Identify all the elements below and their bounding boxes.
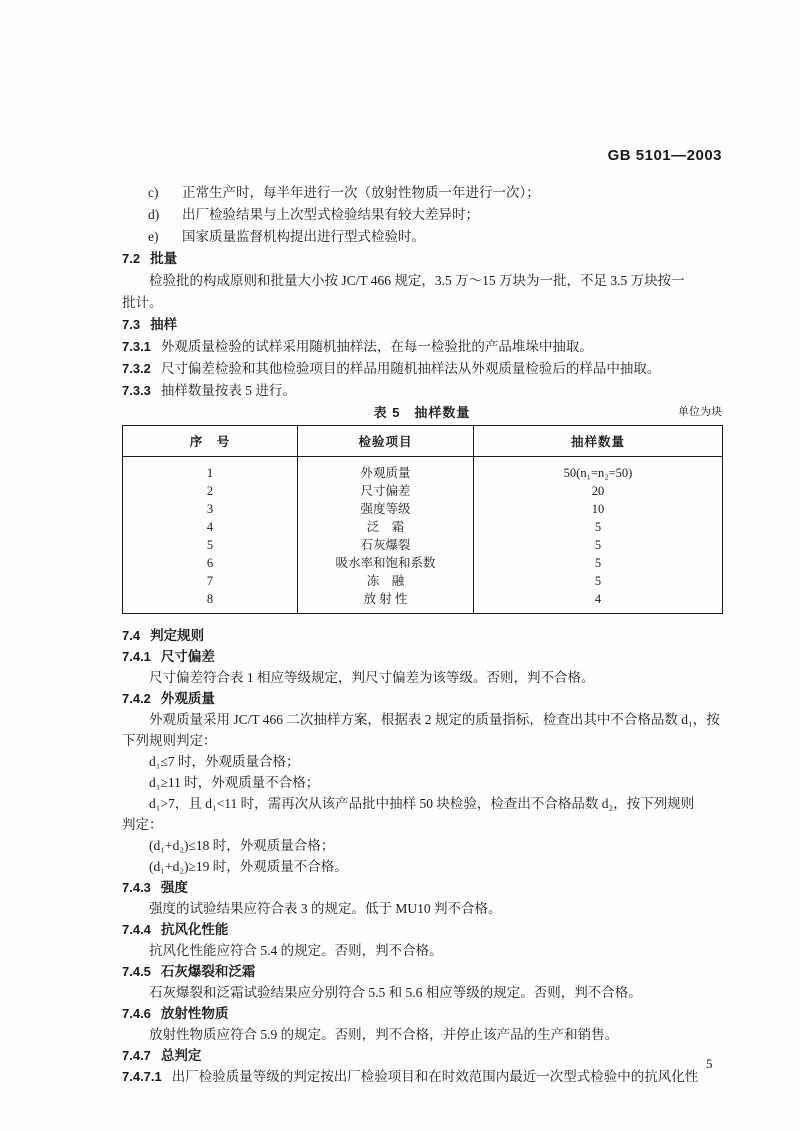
cell-item: 石灰爆裂 [298, 536, 474, 554]
cell-item: 尺寸偏差 [298, 482, 474, 500]
clause-number: 7.3.1 [122, 339, 151, 354]
clause-title: 批量 [150, 251, 178, 266]
clause-number: 7.2 [122, 251, 141, 266]
cell-seq: 1 [123, 457, 298, 483]
clause-text: 抽样数量按表 5 进行。 [160, 383, 296, 398]
clause-7-3-3 [122, 380, 722, 402]
clause-number: 7.4.3 [122, 880, 151, 895]
clause-7-4-7-1 [122, 1066, 722, 1087]
clause-number: 7.3 [122, 317, 141, 332]
list-item-c [122, 182, 722, 204]
table-5 [122, 425, 723, 614]
clause-7-3-2 [122, 358, 722, 380]
table-5-unit-note: 单位为块 [678, 406, 722, 418]
list-item-label: e) [148, 229, 159, 244]
clause-7-2-heading [122, 248, 722, 270]
clause-7-4-heading [122, 625, 722, 646]
clause-7-4-6-text: 放射性物质应符合 5.9 的规定。否则，判不合格，并停止该产品的生产和销售。 [149, 1027, 619, 1042]
cell-qty: 20 [474, 482, 723, 500]
list-item-text: 国家质量监督机构提出进行型式检验时。 [182, 229, 425, 244]
table-header-row [123, 426, 723, 457]
cell-seq: 8 [123, 590, 298, 614]
clause-number: 7.4.7.1 [122, 1069, 162, 1084]
page-number: 5 [706, 1056, 713, 1071]
clause-7-4-3-text: 强度的试验结果应符合表 3 的规定。低于 MU10 判不合格。 [149, 901, 502, 916]
clause-7-4-3-heading [122, 877, 722, 898]
rule-line-wrap: 判定： [122, 817, 163, 832]
table-row [123, 590, 723, 614]
page-content [122, 146, 722, 1087]
clause-number: 7.4.6 [122, 1006, 151, 1021]
cell-qty: 5 [474, 554, 723, 572]
table-row [123, 457, 723, 483]
rule-line: (d₁+d₂)≤18 时，外观质量合格； [149, 838, 335, 853]
clause-number: 7.4.2 [122, 691, 151, 706]
clause-7-4-2-paragraph-line-2: 下列规则判定： [122, 733, 217, 748]
list-item-text: 出厂检验结果与上次型式检验结果有较大差异时； [182, 207, 479, 222]
lower-text-block [122, 625, 722, 1087]
clause-7-4-2-heading [122, 688, 722, 709]
table-5-caption-row [122, 404, 722, 422]
clause-text: 尺寸偏差检验和其他检验项目的样品用随机抽样法从外观质量检验后的样品中抽取。 [160, 361, 661, 376]
cell-item: 吸水率和饱和系数 [298, 554, 474, 572]
cell-seq: 5 [123, 536, 298, 554]
table-header-item: 检验项目 [298, 426, 474, 457]
clause-7-4-1-heading [122, 646, 722, 667]
rule-line: (d₁+d₂)≥19 时，外观质量不合格。 [149, 859, 348, 874]
clause-7-4-7-heading [122, 1045, 722, 1066]
clause-number: 7.4.5 [122, 964, 151, 979]
cell-seq: 2 [123, 482, 298, 500]
table-row [123, 536, 723, 554]
rule-line: d₁>7，且 d₁<11 时，需再次从该产品批中抽样 50 块检验，检查出不合格品数 d₂，按下列规则 [149, 796, 695, 811]
table-row [123, 554, 723, 572]
rule-line: d₁≤7 时，外观质量合格； [149, 754, 300, 769]
clause-7-4-6-heading [122, 1003, 722, 1024]
clause-7-4-4-text: 抗风化性能应符合 5.4 的规定。否则，判不合格。 [149, 943, 443, 958]
clause-title: 强度 [160, 880, 188, 895]
table-header-qty: 抽样数量 [474, 426, 723, 457]
clause-7-4-5-text: 石灰爆裂和泛霜试验结果应分别符合 5.5 和 5.6 相应等级的规定。否则，判不合格。 [149, 985, 642, 1000]
cell-seq: 3 [123, 500, 298, 518]
table-5-caption: 表 5 抽样数量 [373, 405, 471, 420]
clause-7-4-5-heading [122, 961, 722, 982]
list-item-label: c) [148, 185, 159, 200]
list-item-text: 正常生产时，每半年进行一次（放射性物质一年进行一次）； [182, 185, 540, 200]
cell-seq: 6 [123, 554, 298, 572]
table-row [123, 482, 723, 500]
cell-qty: 5 [474, 536, 723, 554]
list-item-label: d) [148, 207, 160, 222]
clause-title: 外观质量 [160, 691, 215, 706]
clause-7-4-4-heading [122, 919, 722, 940]
clause-7-4-1-text: 尺寸偏差符合表 1 相应等级规定，判尺寸偏差为该等级。否则，判不合格。 [149, 670, 595, 685]
cell-qty: 10 [474, 500, 723, 518]
cell-item: 冻 融 [298, 572, 474, 590]
clause-7-2-paragraph-line-2: 批计。 [122, 295, 163, 310]
cell-item: 外观质量 [298, 457, 474, 483]
clause-title: 石灰爆裂和泛霜 [160, 964, 256, 979]
clause-text: 外观质量检验的试样采用随机抽样法，在每一检验批的产品堆垛中抽取。 [160, 339, 593, 354]
clause-number: 7.4.1 [122, 649, 151, 664]
clause-title: 放射性物质 [160, 1006, 229, 1021]
table-row [123, 500, 723, 518]
table-row [123, 518, 723, 536]
clause-number: 7.4.4 [122, 922, 151, 937]
clause-number: 7.4.7 [122, 1048, 151, 1063]
cell-item: 放 射 性 [298, 590, 474, 614]
cell-item: 强度等级 [298, 500, 474, 518]
clause-title: 判定规则 [150, 628, 205, 643]
cell-item: 泛 霜 [298, 518, 474, 536]
upper-text-block [122, 182, 722, 402]
cell-qty: 4 [474, 590, 723, 614]
clause-title: 尺寸偏差 [160, 649, 215, 664]
list-item-e [122, 226, 722, 248]
clause-number: 7.3.3 [122, 383, 151, 398]
standard-number: GB 5101—2003 [607, 147, 722, 164]
list-item-d [122, 204, 722, 226]
cell-qty: 5 [474, 518, 723, 536]
cell-seq: 7 [123, 572, 298, 590]
clause-title: 总判定 [160, 1048, 202, 1063]
clause-title: 抗风化性能 [160, 922, 229, 937]
table-header-seq: 序 号 [123, 426, 298, 457]
clause-7-4-2-paragraph-line-1: 外观质量采用 JC/T 466 二次抽样方案，根据表 2 规定的质量指标，检查出其中不合格品数 d₁，按 [149, 712, 720, 727]
clause-text: 出厂检验质量等级的判定按出厂检验项目和在时效范围内最近一次型式检验中的抗风化性 [171, 1069, 699, 1084]
cell-seq: 4 [123, 518, 298, 536]
cell-qty: 5 [474, 572, 723, 590]
clause-7-3-heading [122, 314, 722, 336]
clause-7-3-1 [122, 336, 722, 358]
rule-line: d₁≥11 时，外观质量不合格； [149, 775, 320, 790]
table-row [123, 572, 723, 590]
clause-7-2-paragraph-line-1: 检验批的构成原则和批量大小按 JC/T 466 规定，3.5 万～15 万块为一批，不足 3.5 万块按一 [149, 273, 685, 288]
clause-number: 7.4 [122, 628, 141, 643]
cell-qty: 50(n₁=n₂=50) [474, 457, 723, 483]
clause-number: 7.3.2 [122, 361, 151, 376]
clause-title: 抽样 [150, 317, 178, 332]
